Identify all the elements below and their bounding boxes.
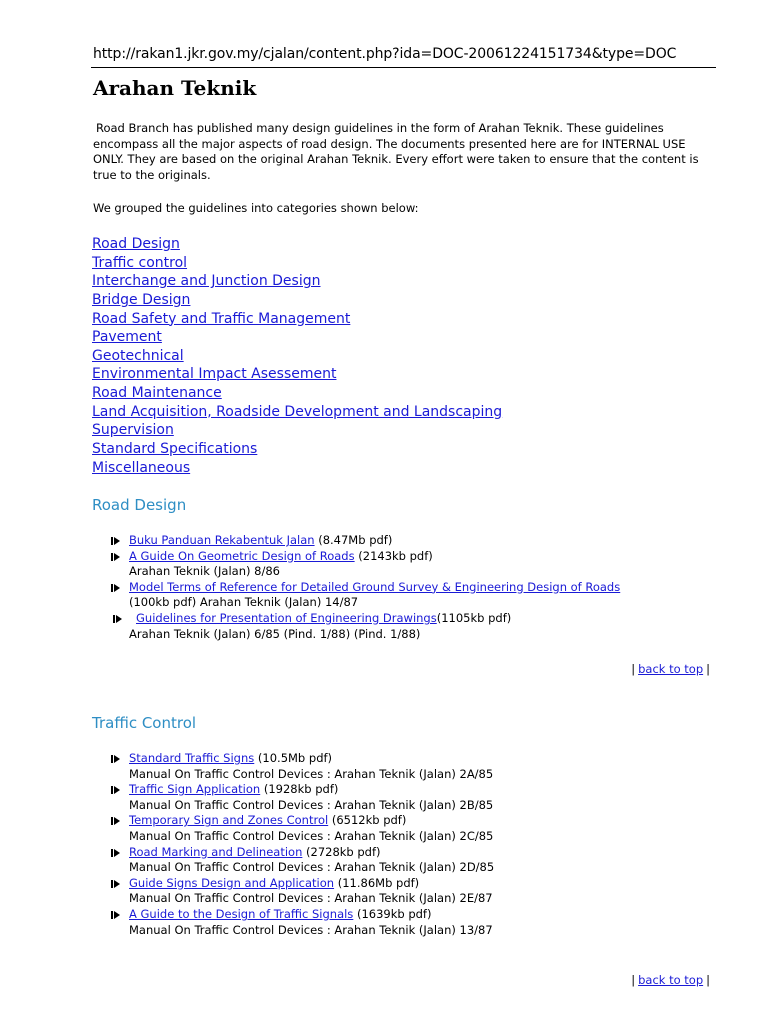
category-link-miscellaneous[interactable]: Miscellaneous xyxy=(92,459,191,476)
doc-size: (1105kb pdf) xyxy=(436,610,512,625)
back-to-top-link[interactable]: back to top xyxy=(638,662,704,676)
doc-size: (11.86Mb pdf) xyxy=(334,875,420,890)
arrow-bullet-icon xyxy=(111,755,120,763)
doc-reference: (100kb pdf) Arahan Teknik (Jalan) 14/87 xyxy=(129,595,359,610)
category-link-road-design[interactable]: Road Design xyxy=(92,236,180,252)
list-item xyxy=(111,845,494,876)
category-link-road-safety[interactable]: Road Safety and Traffic Management xyxy=(92,310,351,327)
pipe-separator: | xyxy=(706,662,710,676)
doc-link[interactable]: Temporary Sign and Zones Control xyxy=(129,813,329,828)
doc-size: (6512kb pdf) xyxy=(328,813,407,828)
doc-size: (10.5Mb pdf) xyxy=(254,751,333,765)
list-item xyxy=(111,907,494,938)
list-item xyxy=(111,611,620,642)
list-item xyxy=(111,751,494,782)
doc-reference: Manual On Traffic Control Devices : Arahan Teknik (Jalan) 13/87 xyxy=(129,922,493,937)
doc-size: (1928kb pdf) xyxy=(260,782,339,797)
pipe-separator: | xyxy=(706,973,710,987)
category-link-traffic-control[interactable]: Traffic control xyxy=(92,254,188,271)
doc-link[interactable]: Traffic Sign Application xyxy=(129,782,261,797)
category-item xyxy=(92,310,502,329)
category-link-interchange[interactable]: Interchange and Junction Design xyxy=(92,273,321,290)
arrow-bullet-icon xyxy=(111,786,120,794)
back-to-top-road-design xyxy=(628,662,713,676)
arrow-bullet-icon xyxy=(111,584,120,592)
arrow-bullet-icon xyxy=(111,537,120,545)
category-item xyxy=(92,235,502,254)
doc-link[interactable]: Guidelines for Presentation of Engineering Drawings xyxy=(136,610,437,625)
category-item xyxy=(92,403,502,422)
list-item xyxy=(111,549,620,580)
category-item xyxy=(92,440,502,459)
list-item xyxy=(111,813,494,844)
section-heading-road-design: Road Design xyxy=(92,496,187,514)
arrow-bullet-icon xyxy=(111,817,120,825)
list-item xyxy=(111,580,620,611)
doc-link[interactable]: Guide Signs Design and Application xyxy=(129,875,335,890)
category-link-geotechnical[interactable]: Geotechnical xyxy=(92,347,184,364)
category-item xyxy=(92,272,502,291)
doc-reference: Manual On Traffic Control Devices : Arahan Teknik (Jalan) 2A/85 xyxy=(129,766,494,781)
category-item xyxy=(92,421,502,440)
doc-link[interactable]: Buku Panduan Rekabentuk Jalan xyxy=(129,533,315,547)
doc-link[interactable]: A Guide to the Design of Traffic Signals xyxy=(129,906,354,921)
category-item xyxy=(92,347,502,366)
doc-size: (2728kb pdf) xyxy=(302,844,381,859)
section-heading-traffic-control: Traffic Control xyxy=(92,714,197,732)
doc-link[interactable]: Model Terms of Reference for Detailed Ground Survey & Engineering Design of Roads xyxy=(129,579,621,594)
category-link-land-acquisition[interactable]: Land Acquisition, Roadside Development and Landscaping xyxy=(92,403,503,420)
list-item xyxy=(111,782,494,813)
category-link-bridge-design[interactable]: Bridge Design xyxy=(92,291,191,308)
doc-size: (8.47Mb pdf) xyxy=(314,533,393,547)
arrow-bullet-icon xyxy=(113,615,122,623)
category-item xyxy=(92,254,502,273)
arrow-bullet-icon xyxy=(111,911,120,919)
intro-paragraph: Road Branch has published many design guidelines in the form of Arahan Teknik. These guidelines encompass all the major aspects of road design. The documents presented here are for INTERNAL USE ONLY. They are based on the original Arahan Teknik. Every effort were taken to ensure that the content is true to the originals. xyxy=(93,121,699,183)
categories-intro: We grouped the guidelines into categories shown below: xyxy=(93,201,419,215)
arrow-bullet-icon xyxy=(111,849,120,857)
category-item xyxy=(92,365,502,384)
category-link-standard-specifications[interactable]: Standard Specifications xyxy=(92,441,258,458)
category-item xyxy=(92,328,502,347)
category-link-supervision[interactable]: Supervision xyxy=(92,422,174,439)
pipe-separator: | xyxy=(631,662,636,676)
back-to-top-link[interactable]: back to top xyxy=(638,973,704,987)
doc-reference: Manual On Traffic Control Devices : Arahan Teknik (Jalan) 2B/85 xyxy=(129,797,494,812)
arrow-bullet-icon xyxy=(111,553,120,561)
category-item xyxy=(92,291,502,310)
doc-link[interactable]: Standard Traffic Signs xyxy=(129,751,255,765)
doc-reference: Manual On Traffic Control Devices : Arahan Teknik (Jalan) 2D/85 xyxy=(129,860,495,875)
source-url: http://rakan1.jkr.gov.my/cjalan/content.php?ida=DOC-20061224151734&type=DOC xyxy=(93,46,677,62)
page-title: Arahan Teknik xyxy=(93,76,257,100)
list-item xyxy=(111,533,620,549)
category-item xyxy=(92,459,502,478)
doc-size: (2143kb pdf) xyxy=(354,548,433,563)
traffic-control-doc-list xyxy=(111,751,494,938)
doc-reference: Arahan Teknik (Jalan) 6/85 (Pind. 1/88) (Pind. 1/88) xyxy=(129,626,421,641)
header-divider xyxy=(91,67,716,68)
arrow-bullet-icon xyxy=(111,880,120,888)
back-to-top-traffic-control xyxy=(628,973,713,987)
doc-reference: Manual On Traffic Control Devices : Arahan Teknik (Jalan) 2E/87 xyxy=(129,891,493,906)
category-link-road-maintenance[interactable]: Road Maintenance xyxy=(92,385,222,402)
category-list xyxy=(92,235,502,477)
category-link-environmental[interactable]: Environmental Impact Asessement xyxy=(92,366,337,383)
category-link-pavement[interactable]: Pavement xyxy=(92,329,162,346)
category-item xyxy=(92,384,502,403)
doc-link[interactable]: A Guide On Geometric Design of Roads xyxy=(129,548,355,563)
road-design-doc-list xyxy=(111,533,620,642)
list-item xyxy=(111,876,494,907)
pipe-separator: | xyxy=(631,973,636,987)
doc-size: (1639kb pdf) xyxy=(353,906,432,921)
doc-reference: Arahan Teknik (Jalan) 8/86 xyxy=(129,564,280,579)
doc-link[interactable]: Road Marking and Delineation xyxy=(129,844,303,859)
doc-reference: Manual On Traffic Control Devices : Arahan Teknik (Jalan) 2C/85 xyxy=(129,828,494,843)
